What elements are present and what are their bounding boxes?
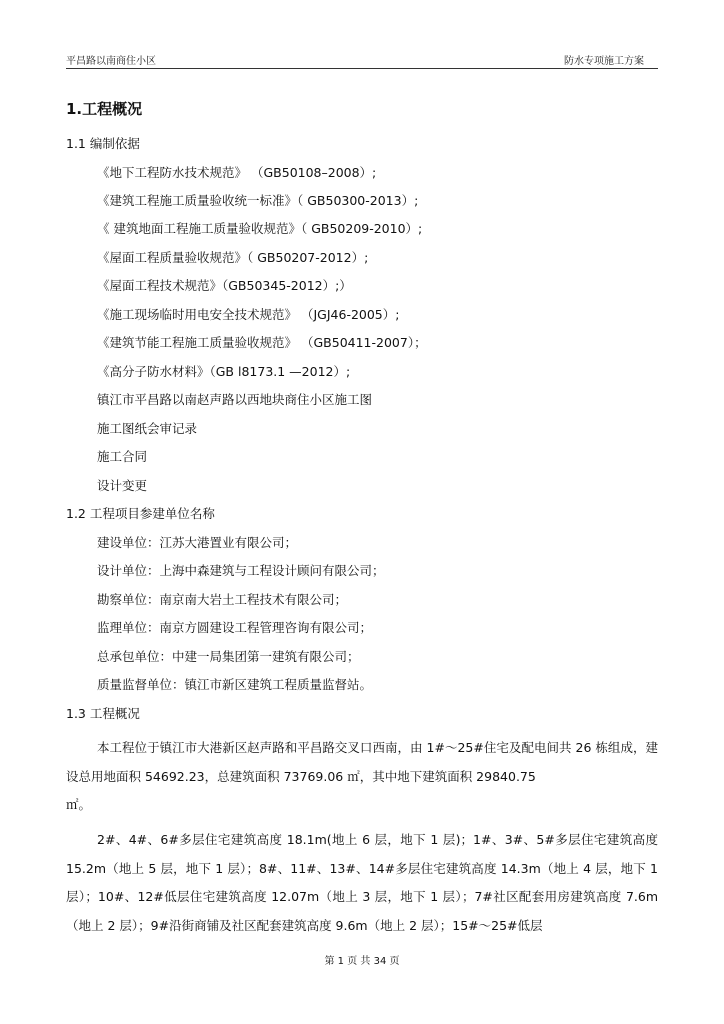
reference-item: 施工图纸会审记录 <box>97 421 198 436</box>
overview-paragraph-2 <box>66 826 658 940</box>
participant-item: 监理单位：南京方圆建设工程管理咨询有限公司； <box>97 620 373 635</box>
overview-paragraph-1 <box>66 734 658 820</box>
reference-item: 《高分子防水材料》（GB l8173.1 —2012）; <box>97 364 351 379</box>
reference-item: 《地下工程防水技术规范》 （GB50108–2008）; <box>97 165 377 180</box>
overview-text-1: 本工程位于镇江市大港新区赵声路和平昌路交叉口西南，由 1#～25#住宅及配电间共 26 栋组成，建设总用地面积 54692.23，总建筑面积 73769.06 ㎡，其中地下建筑面积 29840.75 <box>66 740 658 784</box>
participant-item: 总承包单位：中建一局集团第一建筑有限公司； <box>97 649 360 664</box>
reference-item: 设计变更 <box>97 478 148 493</box>
participant-item: 勘察单位：南京南大岩土工程技术有限公司； <box>97 592 348 607</box>
reference-item: 施工合同 <box>97 449 148 464</box>
page-footer: 第 1 页 共 34 页 <box>324 956 400 967</box>
participant-item: 质量监督单位：镇江市新区建筑工程质量监督站。 <box>97 677 373 692</box>
participant-item: 建设单位：江苏大港置业有限公司； <box>97 535 298 550</box>
section-heading-1-2: 1.2 工程项目参建单位名称 <box>66 506 215 521</box>
header-left: 平昌路以南商住小区 <box>66 56 156 67</box>
header-divider <box>66 68 658 69</box>
reference-item: 镇江市平昌路以南赵声路以西地块商住小区施工图 <box>97 392 373 407</box>
overview-text-2: 2#、4#、6#多层住宅建筑高度 18.1m(地上 6 层，地下 1 层)；1#、3#、5#多层住宅建筑高度 15.2m（地上 5 层，地下 1 层）；8#、11#、13#、14#多层住宅建筑高度 14.3m（地上 4 层，地下 1 层）；10#、12#低层住宅建筑高度 12.07m（地上 3 层，地下 1 层）；7#社区配套用房建筑高度 7.6m（地上 2 层）；9#沿街商铺及社区配套建筑高度 9.6m（地上 2 层）；15#～25#低层 <box>66 832 658 933</box>
reference-item: 《施工现场临时用电安全技术规范》 （JGJ46-2005）; <box>97 307 400 322</box>
page-title: 1.工程概况 <box>66 100 143 118</box>
reference-item: 《建筑节能工程施工质量验收规范》 （GB50411-2007）； <box>97 335 427 350</box>
reference-item: 《屋面工程技术规范》（GB50345-2012）;） <box>97 278 352 293</box>
reference-item: 《 建筑地面工程施工质量验收规范》（ GB50209-2010）; <box>97 221 423 236</box>
section-heading-1-3: 1.3 工程概况 <box>66 706 140 721</box>
reference-item: 《建筑工程施工质量验收统一标准》（ GB50300-2013）; <box>97 193 419 208</box>
participant-item: 设计单位：上海中森建筑与工程设计顾问有限公司； <box>97 563 385 578</box>
reference-item: 《屋面工程质量验收规范》（ GB50207-2012）; <box>97 250 369 265</box>
header-right: 防水专项施工方案 <box>564 56 644 67</box>
overview-text-1-end: ㎡。 <box>66 797 92 812</box>
section-heading-1-1: 1.1 编制依据 <box>66 136 140 151</box>
